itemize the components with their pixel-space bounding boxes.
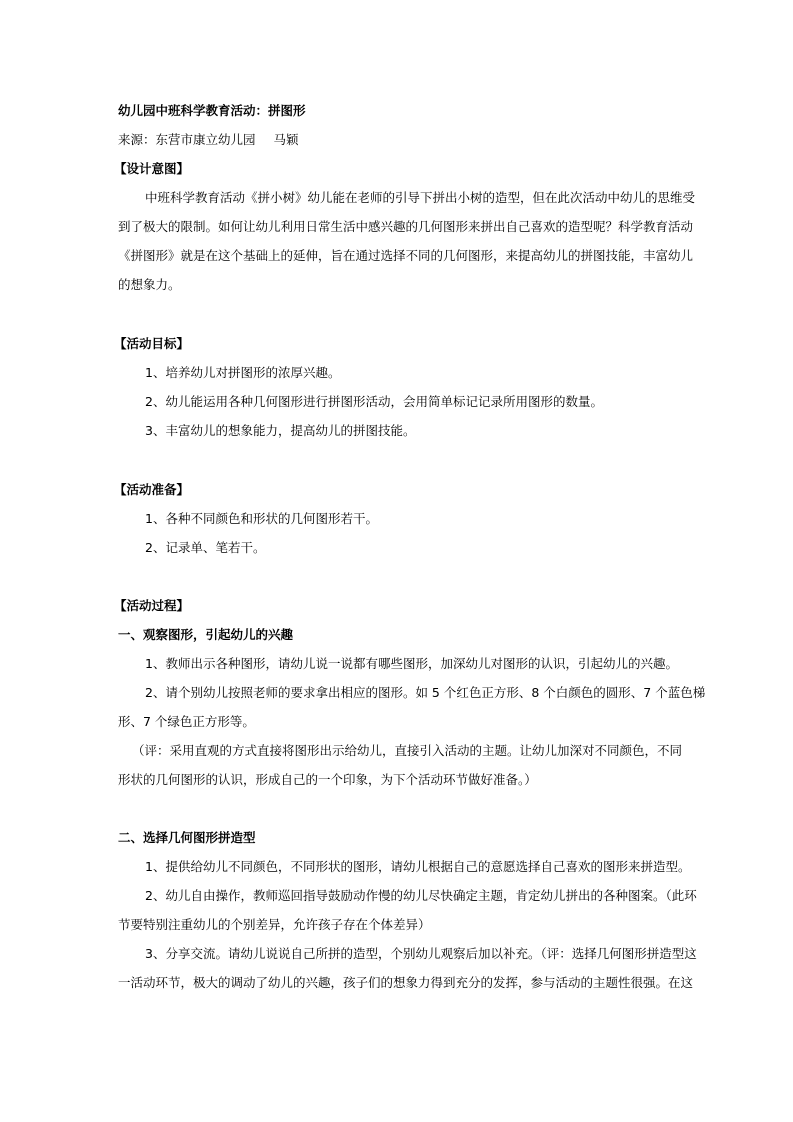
design-paragraph-line: 中班科学教育活动《拼小树》幼儿能在老师的引导下拼出小树的造型，但在此次活动中幼儿的思维受 [145,190,696,205]
goal-item: 3、丰富幼儿的想象能力，提高幼儿的拼图技能。 [145,423,416,438]
design-paragraph-line: 《拼图形》就是在这个基础上的延伸，旨在通过选择不同的几何图形，来提高幼儿的拼图技能，丰富幼儿 [118,248,694,263]
source-author: 马颖 [273,132,299,147]
process-part1-title: 一、观察图形，引起幼儿的兴趣 [118,627,294,642]
goal-item: 2、幼儿能运用各种几何图形进行拼图形活动，会用简单标记记录所用图形的数量。 [145,394,603,409]
design-paragraph-line: 到了极大的限制。如何让幼儿利用日常生活中感兴趣的几何图形来拼出自己喜欢的造型呢？科学教育活动 [118,219,694,234]
process-part1-line: 形、7 个绿色正方形等。 [118,714,255,729]
doc-title: 幼儿园中班科学教育活动：拼图形 [118,103,306,118]
process-part2-line: 3、分享交流。请幼儿说说自己所拼的造型，个别幼儿观察后加以补充。（评：选择几何图形拼造型这 [145,946,697,961]
process-part1-line: 2、请个别幼儿按照老师的要求拿出相应的图形。如 5 个红色正方形、8 个白颜色的圆形、7 个蓝色梯 [145,685,706,700]
process-part2-line: 一活动环节，极大的调动了幼儿的兴趣，孩子们的想象力得到充分的发挥，参与活动的主题性很强。在这 [118,975,694,990]
source-line [118,132,299,148]
design-paragraph-line: 的想象力。 [118,277,181,292]
process-part2-line: 节要特别注重幼儿的个别差异，允许孩子存在个体差异） [118,917,431,932]
goal-item: 1、培养幼儿对拼图形的浓厚兴趣。 [145,365,341,380]
prep-heading: 【活动准备】 [114,482,190,497]
process-part2-line: 1、提供给幼儿不同颜色，不同形状的图形，请幼儿根据自己的意愿选择自己喜欢的图形来拼造型。 [145,859,691,874]
process-part2-title: 二、选择几何图形拼造型 [118,830,256,845]
source-label: 来源：东营市康立幼儿园 [118,132,256,147]
design-heading: 【设计意图】 [114,161,190,176]
goals-heading: 【活动目标】 [114,336,190,351]
prep-item: 1、各种不同颜色和形状的几何图形若干。 [145,511,378,526]
prep-item: 2、记录单、笔若干。 [145,540,266,555]
process-part2-line: 2、幼儿自由操作，教师巡回指导鼓励动作慢的幼儿尽快确定主题，肯定幼儿拼出的各种图案。（此环 [145,888,697,903]
process-part1-comment: （评：采用直观的方式直接将图形出示给幼儿，直接引入活动的主题。让幼儿加深对不同颜色，不同 [132,743,683,758]
process-part1-comment: 形状的几何图形的认识，形成自己的一个印象，为下个活动环节做好准备。） [118,772,537,787]
process-part1-line: 1、教师出示各种图形，请幼儿说一说都有哪些图形，加深幼儿对图形的认识，引起幼儿的兴趣。 [145,656,678,671]
process-heading: 【活动过程】 [114,598,190,613]
